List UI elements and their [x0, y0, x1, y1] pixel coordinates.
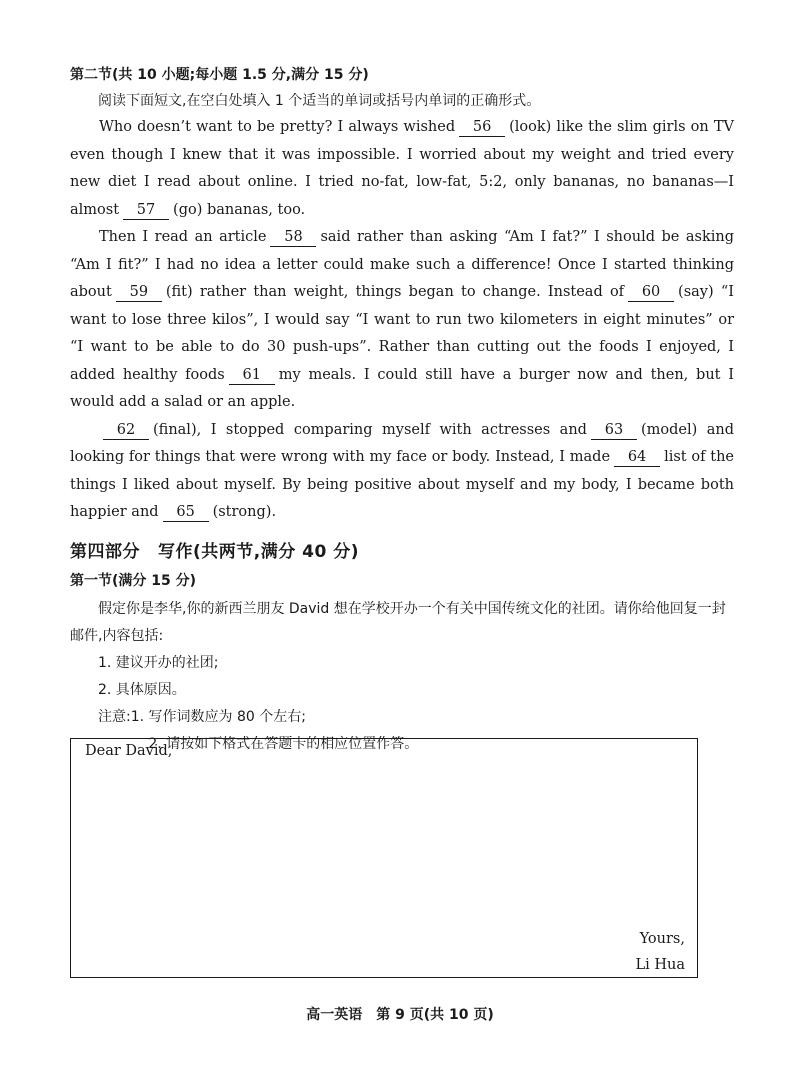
- page-footer: 高一英语 第 9 页(共 10 页): [306, 1007, 494, 1023]
- blank-59: 59: [116, 283, 162, 302]
- letter-answer-box: [70, 738, 698, 978]
- passage-text: list of the things I liked about myself. By being positive about myself and my body, I became both happier and: [70, 449, 734, 520]
- passage-text: my meals. I could still have a burger now and then, but I would add a salad or an apple.: [70, 366, 734, 410]
- passage-text: (model) and looking for things that were wrong with my face or body. Instead, I made: [70, 421, 734, 465]
- passage-text: said rather than asking “Am I fat?” I should be asking “Am I fit?” I had no idea a letter could make such a difference! Once I started thinking about: [70, 229, 735, 300]
- passage-text: (look) like the slim girls on TV even though I knew that it was impossible. I worried about my weight and tried every new diet I read about online. I tried no-fat, low-fat, 5:2, only bananas, no bananas—I almost: [70, 119, 734, 218]
- passage-text: (say) “I want to lose three kilos”, I would say “I want to run two kilometers in eight minutes” or “I want to be able to do 30 push-ups”. Rather than cutting out the foods I enjoyed, I added healthy foods: [70, 284, 734, 383]
- part-4-title: 写作(共两节,满分 40 分): [158, 541, 359, 562]
- blank-56: 56: [459, 118, 505, 137]
- exam-page: [70, 64, 734, 758]
- passage-text: (go) bananas, too.: [173, 201, 306, 218]
- writing-section-title: 第一节(满分 15 分): [70, 572, 197, 589]
- section-2-title: 第二节(共 10 小题;每小题 1.5 分,满分 15 分): [70, 67, 369, 83]
- blank-57: 57: [123, 201, 169, 220]
- passage-text: (strong).: [212, 504, 277, 520]
- blank-58: 58: [270, 228, 316, 247]
- letter-closing: Yours,: [639, 931, 685, 947]
- letter-greeting: Dear David,: [85, 743, 173, 759]
- passage-text: Who doesn’t want to be pretty? I always wished: [99, 119, 456, 135]
- blank-60: 60: [628, 283, 674, 302]
- writing-prompt: 假定你是李华,你的新西兰朋友 David 想在学校开办一个有关中国传统文化的社团。请你给他回复一封邮件,内容包括:: [70, 600, 726, 644]
- passage-text: Then I read an article: [99, 229, 267, 245]
- blank-61: 61: [229, 366, 275, 385]
- passage-paragraph-2: [70, 224, 734, 417]
- part-4-heading: [70, 537, 734, 562]
- part-4-label: 第四部分: [70, 541, 140, 562]
- blank-63: 63: [591, 421, 637, 440]
- writing-item-1: 1. 建议开办的社团;: [98, 654, 219, 671]
- section-2-instruction: 阅读下面短文,在空白处填入 1 个适当的单词或括号内单词的正确形式。: [98, 93, 541, 109]
- blank-65: 65: [163, 503, 209, 522]
- letter-signature: Li Hua: [635, 957, 685, 973]
- blank-62: 62: [103, 421, 149, 440]
- passage-text: (fit) rather than weight, things began to change. Instead of: [165, 284, 625, 300]
- writing-note-2: 2. 请按如下格式在答题卡的相应位置作答。: [148, 735, 419, 752]
- writing-item-2: 2. 具体原因。: [98, 681, 186, 698]
- blank-64: 64: [614, 448, 660, 467]
- passage-paragraph-1: [70, 114, 734, 224]
- writing-note-1: 注意:1. 写作词数应为 80 个左右;: [98, 708, 306, 725]
- passage-text: (final), I stopped comparing myself with actresses and: [153, 421, 587, 438]
- passage-paragraph-3: [70, 417, 734, 527]
